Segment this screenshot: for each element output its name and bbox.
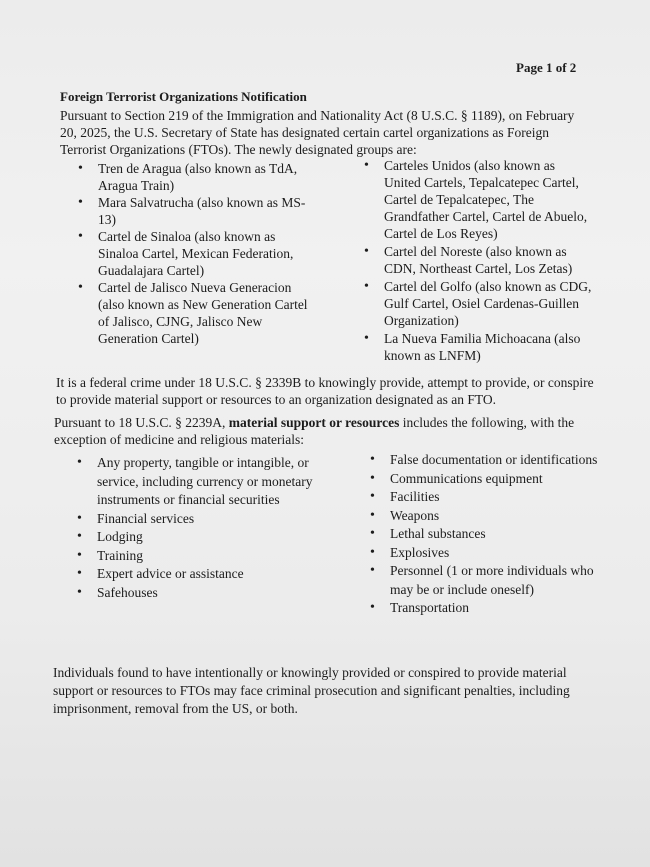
list-item: • False documentation or identifications: [370, 451, 600, 470]
list-item: • Mara Salvatrucha (also known as MS-13): [78, 194, 308, 228]
list-item: • La Nueva Familia Michoacana (also known as LNFM): [364, 330, 594, 364]
list-item: • Cartel de Jalisco Nueva Generacion (also known as New Generation Cartel of Jalisco, CJNG, Jalisco New Generation Cartel): [78, 279, 308, 347]
list-item: • Cartel del Noreste (also known as CDN, Northeast Cartel, Los Zetas): [364, 243, 594, 277]
list-item: • Training: [77, 547, 317, 566]
list-item: • Lethal substances: [370, 525, 600, 544]
definition-bold-term: material support or resources: [228, 415, 400, 430]
list-item: • Expert advice or assistance: [77, 565, 317, 584]
list-item: • Facilities: [370, 488, 600, 507]
list-item: • Any property, tangible or intangible, or service, including currency or monetary instruments or financial securities: [77, 454, 317, 510]
list-item: • Transportation: [370, 599, 600, 618]
fto-groups-right-list: [364, 157, 594, 365]
support-items-left-list: [77, 454, 317, 602]
list-item: • Tren de Aragua (also known as TdA, Aragua Train): [78, 160, 308, 194]
definition-suffix: includes the following, with the exception of medicine and religious materials:: [54, 415, 575, 447]
list-item: • Carteles Unidos (also known as United Cartels, Tepalcatepec Cartel, Cartel de Tepalcatepec, The Grandfather Cartel, Cartel de Abuelo, Cartel de Los Reyes): [364, 157, 594, 242]
list-item: • Financial services: [77, 510, 317, 529]
list-item: • Communications equipment: [370, 470, 600, 489]
list-item: • Explosives: [370, 544, 600, 563]
crime-statement: It is a federal crime under 18 U.S.C. § 2339B to knowingly provide, attempt to provide, or conspire to provide material support or resources to an organization designated as an FTO.: [56, 375, 594, 407]
fto-groups-left-list: [78, 160, 308, 347]
list-item: • Weapons: [370, 507, 600, 526]
list-item: • Cartel de Sinaloa (also known as Sinaloa Cartel, Mexican Federation, Guadalajara Cartel): [78, 228, 308, 279]
material-support-definition: [54, 414, 599, 448]
list-item: • Lodging: [77, 528, 317, 547]
definition-prefix: Pursuant to 18 U.S.C. § 2239A,: [54, 415, 229, 430]
penalties-paragraph: Individuals found to have intentionally or knowingly provided or conspired to provide material support or resources to FTOs may face criminal prosecution and significant penalties, including imprisonment, removal from the US, or both.: [53, 665, 570, 716]
list-item: • Safehouses: [77, 584, 317, 603]
support-items-right-list: [370, 451, 600, 618]
intro-paragraph: Pursuant to Section 219 of the Immigration and Nationality Act (8 U.S.C. § 1189), on February 20, 2025, the U.S. Secretary of State has designated certain cartel organizations as Foreign Terrorist Organizations (FTOs). The newly designated groups are:: [60, 108, 575, 157]
list-item: • Cartel del Golfo (also known as CDG, Gulf Cartel, Osiel Cardenas-Guillen Organization): [364, 278, 594, 329]
list-item: • Personnel (1 or more individuals who may be or include oneself): [370, 562, 600, 599]
page-number: Page 1 of 2: [516, 60, 577, 75]
document-title: Foreign Terrorist Organizations Notification: [60, 89, 307, 104]
